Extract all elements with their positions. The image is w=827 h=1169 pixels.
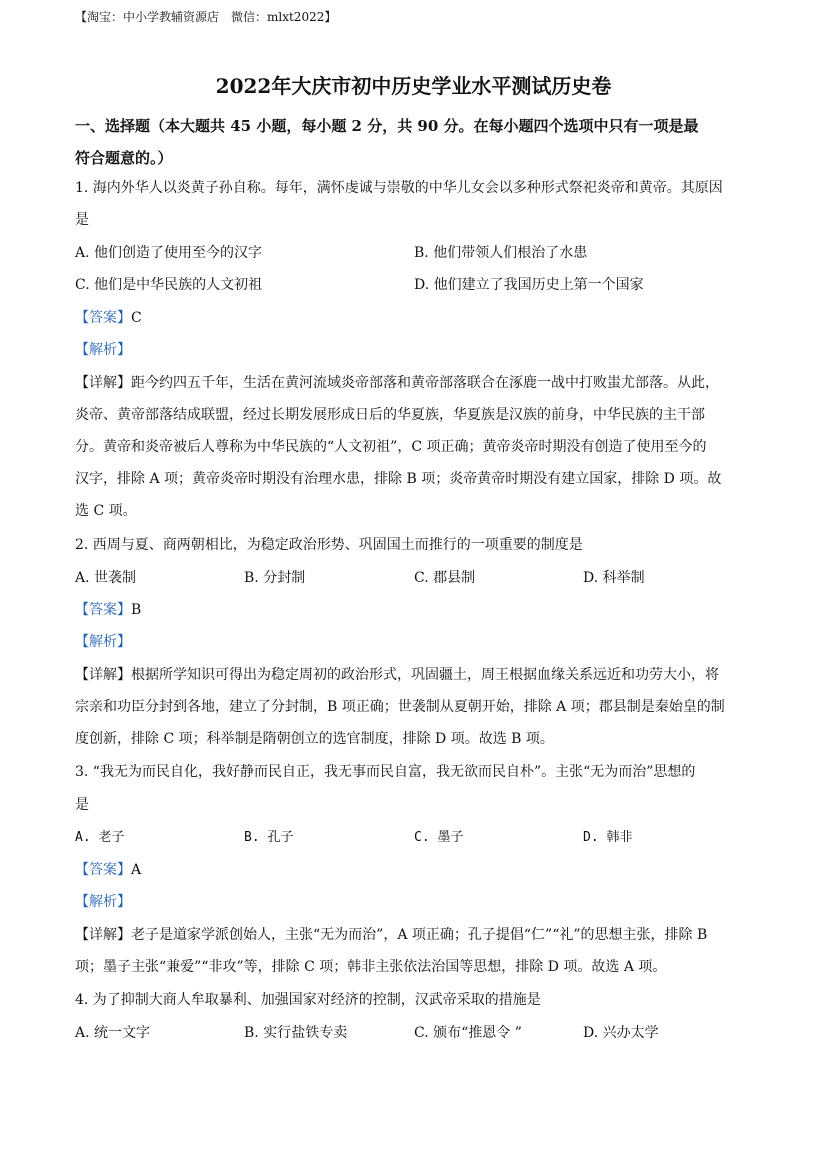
- q2-detail-line-2: 宗亲和功臣分封到各地，建立了分封制，B 项正确；世袭制从夏朝开始，排除 A 项；郡县制是秦始皇的制: [75, 699, 725, 715]
- q2-option-c: C. 郡县制: [414, 570, 476, 586]
- analysis-tag: 【解析】: [75, 342, 131, 358]
- q2-option-b: B. 分封制: [244, 570, 306, 586]
- q4-option-b: B. 实行盐铁专卖: [244, 1025, 348, 1041]
- q3-answer: [75, 860, 755, 880]
- q2-analysis: [75, 632, 755, 652]
- q1-detail-line-3: 分。黄帝和炎帝被后人尊称为中华民族的“人文初祖”，C 项正确；黄帝炎帝时期没有创造了使用至今的: [75, 439, 707, 455]
- answer-value: A: [131, 862, 142, 878]
- q1-option-b: B. 他们带领人们根治了水患: [414, 245, 588, 261]
- q3-option-a: A. 老子: [75, 830, 125, 845]
- q1-option-a: A. 他们创造了使用至今的汉字: [75, 245, 263, 261]
- q3-option-b: B. 孔子: [244, 830, 294, 845]
- q3-stem-line-2: 是: [75, 797, 89, 813]
- q4-option-d: D. 兴办太学: [583, 1025, 659, 1041]
- answer-value: B: [131, 602, 142, 618]
- section-heading-line-2: 符合题意的。）: [75, 149, 173, 167]
- answer-tag: 【答案】: [75, 862, 131, 878]
- q3-detail-line-2: 项；墨子主张“兼爱”“非攻”等，排除 C 项；韩非主张依法治国等思想，排除 D 项。故选 A 项。: [75, 959, 667, 975]
- section-heading-line-1: 一、选择题（本大题共 45 小题，每小题 2 分，共 90 分。在每小题四个选项中只有一项是最: [75, 117, 699, 135]
- q2-option-a: A. 世袭制: [75, 570, 137, 586]
- page-title: 2022年大庆市初中历史学业水平测试历史卷: [215, 74, 612, 98]
- q1-detail-line-2: 炎帝、黄帝部落结成联盟，经过长期发展形成日后的华夏族，华夏族是汉族的前身，中华民族的主干部: [75, 407, 705, 423]
- q3-analysis: [75, 892, 755, 912]
- q1-stem-line-1: 1. 海内外华人以炎黄子孙自称。每年，满怀虔诚与崇敬的中华儿女会以多种形式祭祀炎帝和黄帝。其原因: [75, 180, 723, 196]
- detail-tag: 【详解】: [75, 927, 131, 943]
- q4-stem-line-1: 4. 为了抑制大商人牟取暴利、加强国家对经济的控制，汉武帝采取的措施是: [75, 992, 541, 1008]
- q1-option-c: C. 他们是中华民族的人文初祖: [75, 277, 263, 293]
- q2-detail-text-1: 根据所学知识可得出为稳定周初的政治形式，巩固疆土，周王根据血缘关系远近和功劳大小，将: [131, 667, 719, 683]
- q4-option-c: C. 颁布“推恩令 ”: [414, 1025, 522, 1041]
- q2-option-d: D. 科举制: [583, 570, 645, 586]
- answer-tag: 【答案】: [75, 310, 131, 326]
- answer-value: C: [131, 310, 142, 326]
- q3-stem-line-1: 3. “我无为而民自化，我好静而民自正，我无事而民自富，我无欲而民自朴”。主张“无为而治”思想的: [75, 764, 696, 780]
- answer-tag: 【答案】: [75, 602, 131, 618]
- q1-option-d: D. 他们建立了我国历史上第一个国家: [414, 277, 644, 293]
- q1-detail-line-1: [75, 373, 755, 393]
- q1-detail-text-1: 距今约四五千年，生活在黄河流域炎帝部落和黄帝部落联合在涿鹿一战中打败蚩尤部落。从此，: [131, 375, 719, 391]
- q3-detail-text-1: 老子是道家学派创始人，主张“无为而治”，A 项正确；孔子提倡“仁”“礼”的思想主张，排除 B: [131, 927, 708, 943]
- page-header: 【淘宝：中小学教辅资源店 微信：mlxt2022】: [75, 10, 337, 24]
- q1-answer: [75, 308, 755, 328]
- q2-detail-line-1: [75, 665, 755, 685]
- detail-tag: 【详解】: [75, 667, 131, 683]
- q3-option-c: C. 墨子: [414, 830, 464, 845]
- q2-stem-line-1: 2. 西周与夏、商两朝相比，为稳定政治形势、巩固国土而推行的一项重要的制度是: [75, 537, 583, 553]
- q1-detail-line-5: 选 C 项。: [75, 503, 137, 519]
- detail-tag: 【详解】: [75, 375, 131, 391]
- q2-detail-line-3: 度创新，排除 C 项；科举制是隋朝创立的选官制度，排除 D 项。故选 B 项。: [75, 731, 554, 747]
- q4-option-a: A. 统一文字: [75, 1025, 151, 1041]
- section-heading: [75, 110, 755, 174]
- analysis-tag: 【解析】: [75, 634, 131, 650]
- q2-answer: [75, 600, 755, 620]
- q1-detail-line-4: 汉字，排除 A 项；黄帝炎帝时期没有治理水患，排除 B 项；炎帝黄帝时期没有建立国家，排除 D 项。故: [75, 471, 722, 487]
- q3-option-d: D. 韩非: [583, 830, 633, 845]
- q1-analysis: [75, 340, 755, 360]
- q3-detail-line-1: [75, 925, 755, 945]
- q1-stem-line-2: 是: [75, 212, 89, 228]
- analysis-tag: 【解析】: [75, 894, 131, 910]
